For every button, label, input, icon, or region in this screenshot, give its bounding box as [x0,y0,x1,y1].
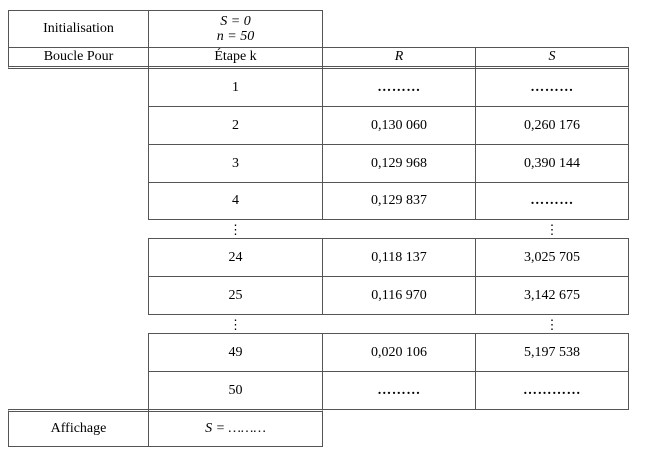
header-r-text: R [394,49,404,65]
affichage-value-cell [148,409,323,447]
boucle-label-cell [8,47,149,69]
row-50-r: ……… [377,382,421,398]
table-row-s-cell [475,68,629,107]
row-25-r: 0,116 970 [371,287,427,303]
table-row-s-cell [475,106,629,145]
table-row-s-cell [475,333,629,372]
initialisation-values-cell [148,10,323,48]
row-24-s: 3,025 705 [524,249,580,265]
initialisation-label-cell [8,10,149,48]
row-3-k: 3 [232,155,239,171]
header-etape-text: Étape k [214,49,257,65]
row-3-r: 0,129 968 [371,155,427,171]
table-row-r-cell [322,333,476,372]
row-1-s: ……… [530,79,574,95]
row-25-s: 3,142 675 [524,287,580,303]
initialisation-n-value: n = 50 [216,29,255,44]
header-etape [148,47,323,69]
row-50-s: ………… [523,382,581,398]
table-row-r-cell [322,276,476,315]
row-4-s: ……… [530,193,574,209]
table-row-k-cell [148,106,323,145]
table-row-k-cell [148,276,323,315]
vdots-k-2: ⋮ [229,316,242,332]
header-s [475,47,629,69]
row-1-k: 1 [232,79,239,95]
row-49-k: 49 [228,344,243,360]
boucle-label: Boucle Pour [43,49,114,65]
row-2-s: 0,260 176 [524,117,580,133]
affichage-value: S = ……… [205,421,266,437]
affichage-label-cell [8,409,149,447]
row-24-r: 0,118 137 [371,249,427,265]
initialisation-label: Initialisation [43,21,114,37]
table-row-s-cell [475,238,629,277]
row-2-k: 2 [232,117,239,133]
table-row-r-cell [322,144,476,183]
initialisation-s-value: S = 0 [220,13,251,29]
header-s-text: S [548,49,556,65]
row-25-k: 25 [228,287,243,303]
table-row-s-cell [475,144,629,183]
table-row-s-cell [475,276,629,315]
row-49-s: 5,197 538 [524,344,580,360]
table-row-k-cell [148,182,323,220]
row-50-k: 50 [228,382,243,398]
table-row-k-cell [148,144,323,183]
table-row-s-cell [475,371,629,410]
row-1-r: ……… [377,79,421,95]
table-row-k-cell [148,238,323,277]
row-4-r: 0,129 837 [371,193,427,209]
affichage-label: Affichage [50,421,107,437]
table-row-r-cell [322,182,476,220]
vdots-k-1: ⋮ [229,221,242,237]
row-2-r: 0,130 060 [371,117,427,133]
table-row-r-cell [322,371,476,410]
table-row-r-cell [322,106,476,145]
table-row-k-cell [148,371,323,410]
table-row-s-cell [475,182,629,220]
row-4-k: 4 [232,193,239,209]
vdots-s-1: ⋮ [545,221,559,237]
row-3-s: 0,390 144 [524,155,580,171]
table-row-r-cell [322,238,476,277]
table-row-k-cell [148,68,323,107]
vdots-s-2: ⋮ [545,316,559,332]
table-row-k-cell [148,333,323,372]
row-24-k: 24 [228,249,243,265]
header-r [322,47,476,69]
row-49-r: 0,020 106 [371,344,427,360]
table-row-r-cell [322,68,476,107]
